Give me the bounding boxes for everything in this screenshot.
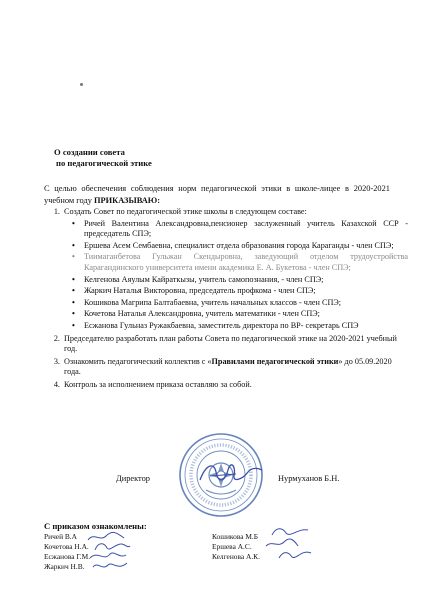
- handwritten-signature-icon: [276, 547, 314, 561]
- ack-name: Жаркич Н.В.: [44, 562, 85, 571]
- title-line-1: О создании совета: [54, 147, 125, 157]
- handwritten-signature-icon: [90, 559, 130, 573]
- acknowledgement-left-column: [44, 532, 90, 572]
- member-item: • Келгенова Аяулым Кайраткызы, учитель самопознания, - член СПЭ;: [84, 275, 408, 286]
- member-item: • Есжанова Гульназ Ружакбаевна, заместитель директора по ВР- секретарь СПЭ: [84, 321, 408, 332]
- order-item-4: 4. Контроль за исполнением приказа оставляю за собой.: [62, 380, 408, 391]
- ack-name: Кошикова М.Б: [212, 532, 258, 541]
- order-item-3-before: Ознакомить педагогический коллектив с «: [64, 356, 212, 366]
- acknowledgement-right-column: [212, 532, 260, 562]
- ack-name: Ершева А.С.: [212, 542, 252, 551]
- order-item-3: [62, 357, 408, 378]
- order-item-1: [62, 207, 408, 332]
- order-items-list: [46, 207, 408, 393]
- intro-paragraph: [44, 183, 390, 206]
- order-item-1-text: Создать Совет по педагогической этике школы в следующем составе:: [64, 207, 307, 216]
- member-item: • Кошикова Магрипа Балтабаевна, учитель начальных классов - член СПЭ;: [84, 298, 408, 309]
- member-item: • Ершева Асем Сембаевна, специалист отдела образования города Караганды - член СПЭ;: [84, 241, 408, 252]
- order-item-3-bold: Правилами педагогической этики: [211, 356, 339, 366]
- member-item: • Тиимаганбетова Гульжан Скендыровна, заведующий отделом трудоустройства Карагандинского университета имени академика Е. А. Букетова - член СПЭ;: [84, 252, 408, 273]
- order-item-2: 2. Председателю разработать план работы Совета по педагогической этике на 2020-2021 учебный год.: [62, 334, 408, 355]
- director-signature-icon: [196, 458, 266, 488]
- ack-name: Кочетова Н.А.: [44, 542, 89, 551]
- director-position: Директор: [116, 474, 150, 483]
- order-item-3-after: » до 05.09.2020 года.: [64, 356, 392, 377]
- scan-speck: [80, 83, 83, 86]
- document-title: [54, 147, 152, 169]
- council-members-list: [64, 219, 408, 332]
- ack-name: Есжанова Г.М.: [44, 552, 91, 561]
- member-item: • Кочетова Наталья Александровна, учитель математики - член СПЭ;: [84, 309, 408, 320]
- director-name: Нурмуханов Б.Н.: [278, 474, 340, 483]
- title-line-2: по педагогической этике: [56, 158, 152, 168]
- member-item: • Жаркич Наталья Викторовна, председатель профкома - член СПЭ;: [84, 286, 408, 297]
- ack-name: Ричей В.А: [44, 532, 77, 541]
- acknowledgement-title: С приказом ознакомлены:: [44, 521, 147, 531]
- member-item: • Ричей Валентина Александровна,пенсионер заслуженный учитель Казахской ССР - председатель СПЭ;: [84, 219, 408, 240]
- ack-name: Келгенова А.К.: [212, 552, 260, 561]
- intro-emphasis: ПРИКАЗЫВАЮ:: [94, 195, 161, 205]
- intro-text: С целью обеспечения соблюдения норм педагогической этики в школе-лицее в 2020-2021 учебном году: [44, 184, 390, 205]
